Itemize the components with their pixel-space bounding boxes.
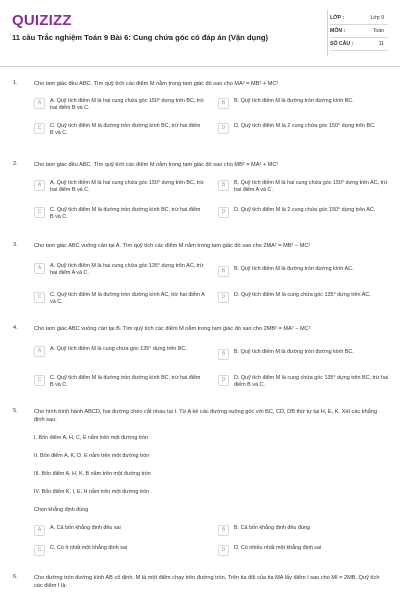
option-key-box: D	[218, 545, 229, 556]
meta-label: SỐ CÂU :	[330, 41, 354, 47]
option-key-box: B	[218, 98, 229, 109]
option-text: D. Quỹ tích điểm M là cung chứa góc 135° dựng trên AC.	[234, 292, 371, 298]
option-text: B. Cả bốn khẳng định đều đúng	[234, 525, 310, 531]
option-text: A. Quỹ tích điểm M là hai cung chứa góc 150° dựng trên BC, trừ hai điểm B và C.	[50, 98, 204, 112]
option-key-box: D	[218, 292, 229, 303]
option-text: A. Quỹ tích điểm M là cung chứa góc 135° dựng trên BC.	[50, 346, 187, 352]
option-key-box: A	[34, 98, 45, 109]
question-number: 3.	[13, 242, 18, 248]
question-number: 6.	[13, 574, 18, 580]
meta-row-count	[330, 38, 388, 51]
meta-info-table	[330, 12, 388, 51]
instruction: Chọn khẳng định đúng	[34, 507, 89, 513]
option-key-box: A	[34, 180, 45, 191]
question-number: 1.	[13, 80, 18, 86]
question-number: 4.	[13, 325, 18, 331]
meta-row-subject	[330, 25, 388, 38]
option-text: A. Cả bốn khẳng định đều sai	[50, 525, 121, 531]
option-key-box: D	[218, 207, 229, 218]
header-divider	[0, 66, 400, 67]
option-text: B. Quỹ tích điểm M là đường tròn đường kính AC.	[234, 266, 354, 272]
meta-value: Lớp 9	[370, 15, 384, 21]
option-text: B. Quỹ tích điểm M là đường tròn đường kính BC.	[234, 349, 354, 355]
option-key-box: B	[218, 349, 229, 360]
meta-row-class	[330, 12, 388, 25]
option-key-box: B	[218, 525, 229, 536]
question-text: Cho tam giác ABC vuông cân tại A. Tìm quỹ tích các điểm M nằm trong tam giác đó sao cho 2MA² = MB² − MC²	[34, 243, 311, 249]
option-text: C. Quỹ tích điểm M là đường tròn đường kính BC, trừ hai điểm B và C.	[50, 123, 201, 137]
option-key-box: A	[34, 263, 45, 274]
option-key-box: D	[218, 375, 229, 386]
meta-label: MÔN :	[330, 28, 346, 34]
option-key-box: A	[34, 525, 45, 536]
statement-4: IV. Bốn điểm K, I, E, H nằm trên một đường tròn	[34, 489, 150, 495]
page-title: 11 câu Trắc nghiệm Toán 9 Bài 6: Cung chứa góc có đáp án (Vận dụng)	[12, 33, 268, 42]
option-text: C. Quỹ tích điểm M là đường tròn đường kính AC, trừ hai điểm A và C.	[50, 292, 205, 306]
option-key-box: C	[34, 375, 45, 386]
option-text: D. Có nhiều nhất một khẳng định sai	[234, 545, 322, 551]
statement-1: I. Bốn điểm A, H, C, E nằm trên một đường tròn	[34, 435, 149, 441]
option-key-box: C	[34, 123, 45, 134]
quizizz-logo: QUIZIZZ	[12, 12, 72, 29]
option-text: C. Quỹ tích điểm M là đường tròn đường kính BC, trừ hai điểm B và C.	[50, 207, 201, 221]
option-text: B. Quỹ tích điểm M là đường tròn đường kính BC.	[234, 98, 354, 104]
question-text: Cho đường tròn đường kính AB cố định, M là một điểm chạy trên đường tròn. Trên tia đối của tia MA lấy điểm I sao cho MI = 2MB. Quỹ tích các điểm I là:	[34, 575, 380, 589]
option-key-box: D	[218, 123, 229, 134]
option-key-box: A	[34, 346, 45, 357]
meta-value: Toán	[372, 28, 384, 34]
question-number: 2.	[13, 161, 18, 167]
option-key-box: C	[34, 292, 45, 303]
question-text: Cho hình bình hành ABCD, hai đường chéo cắt nhau tại I. Từ A kẻ các đường vuông góc với BC, CD, DB thứ tự tại H, E, K. Xét các khẳng định sau:	[34, 409, 378, 423]
statement-3: III. Bốn điểm A, H, K, B nằm trên một đường tròn	[34, 471, 151, 477]
option-text: D. Quỹ tích điểm M là 2 cung chứa góc 150° dựng trên BC.	[234, 123, 376, 129]
option-key-box: C	[34, 207, 45, 218]
question-text: Cho tam giác ABC vuông cân tại B. Tìm quỹ tích các điểm M nằm trong tam giác đó sao cho 2MB² = MA² − MC²	[34, 326, 311, 332]
statement-2: II. Bốn điểm A, K, D, E nằm trên một đường tròn	[34, 453, 150, 459]
question-text: Cho tam giác đều ABC. Tìm quỹ tích các điểm M nằm trong tam giác đó sao cho MA² = MB² + MC²	[34, 81, 279, 87]
option-text: C. Có ít nhất một khẳng định sai	[50, 545, 128, 551]
question-text: Cho tam giác đều ABC. Tìm quỹ tích các điểm M nằm trong tam giác đó sao cho MB² = MA² + MC²	[34, 162, 279, 168]
option-text: C. Quỹ tích điểm M là đường tròn đường kính BC, trừ hai điểm B và C.	[50, 375, 201, 389]
document-header	[0, 0, 400, 66]
option-text: D. Quỹ tích điểm M là cung chứa góc 135° dựng trên BC, trừ hai điểm B và C.	[234, 375, 389, 389]
option-text: B. Quỹ tích điểm M là hai cung chứa góc 150° dựng trên AC, trừ hai điểm A và C.	[234, 180, 388, 194]
meta-divider	[327, 10, 328, 56]
option-text: D. Quỹ tích điểm M là 2 cung chứa góc 150° dựng trên AC.	[234, 207, 376, 213]
option-key-box: B	[218, 266, 229, 277]
option-key-box: B	[218, 180, 229, 191]
option-key-box: C	[34, 545, 45, 556]
meta-label: LỚP :	[330, 15, 345, 21]
option-text: A. Quỹ tích điểm M là hai cung chứa góc 150° dựng trên BC, trừ hai điểm B và C.	[50, 180, 204, 194]
option-text: A. Quỹ tích điểm M là hai cung chứa góc 135° dựng trên AC, trừ hai điểm A và C.	[50, 263, 204, 277]
question-number: 5.	[13, 408, 18, 414]
meta-value: 11	[378, 41, 384, 47]
